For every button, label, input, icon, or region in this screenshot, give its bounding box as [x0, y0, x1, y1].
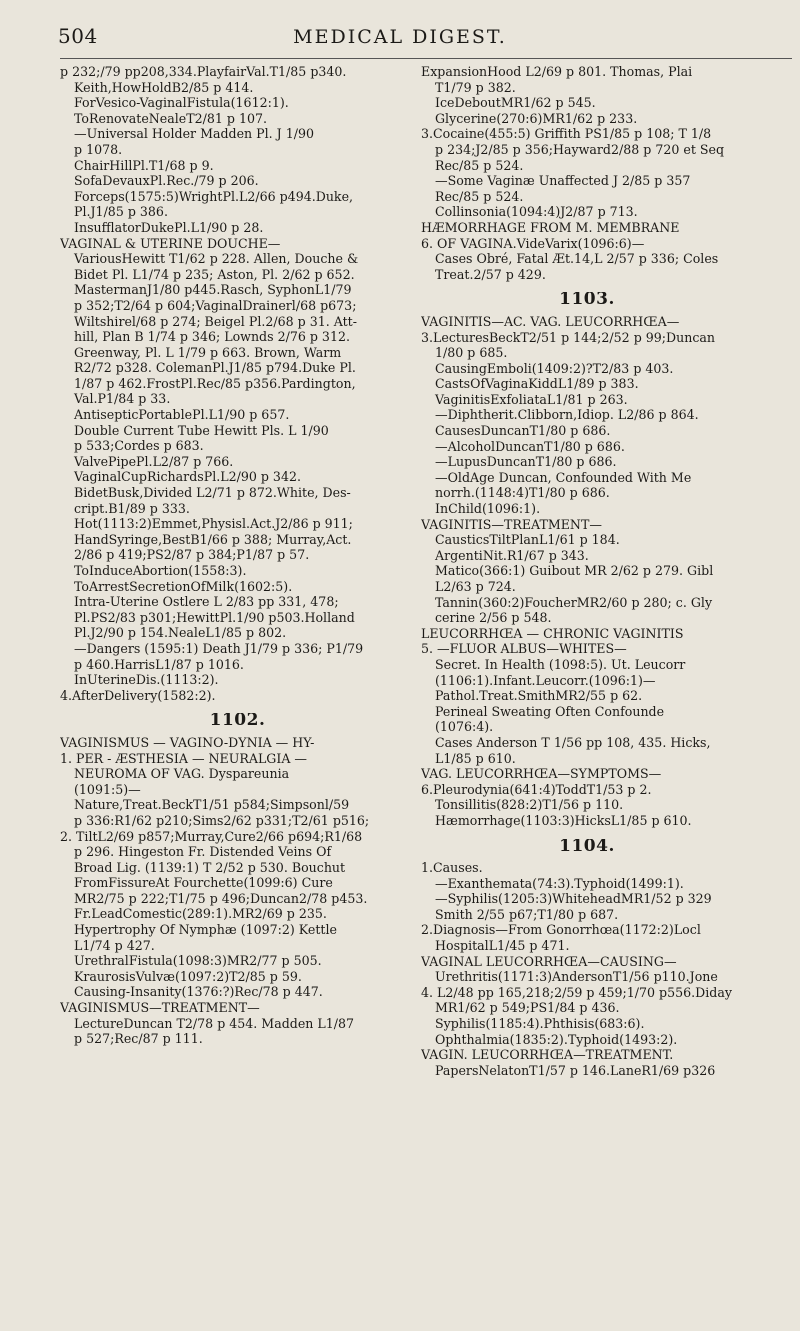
index-line: KraurosisVulvæ(1097:2)T2/85 p 59.	[74, 968, 302, 984]
index-line: ExpansionHood L2/69 p 801. Thomas, Plai	[421, 64, 693, 79]
index-line: —OldAge Duncan, Confounded With Me	[435, 469, 692, 485]
index-line: Hot(1113:2)Emmet,Physisl.Act.J2/86 p 911;	[74, 516, 353, 532]
index-line: AntisepticPortablePl.L1/90 p 657.	[74, 407, 290, 423]
index-line: Cases Obré, Fatal Æt.14,L 2/57 p 336; Coles	[435, 251, 719, 267]
index-line: 6.Pleurodynia(641:4)ToddT1/53 p 2.	[421, 781, 652, 797]
index-line: VAGINISMUS — VAGINO-DYNIA — HY-	[60, 734, 315, 750]
index-line: ForVesico-VaginalFistula(1612:1).	[74, 95, 289, 111]
index-line: VAGIN. LEUCORRHŒA—TREATMENT.	[421, 1047, 674, 1063]
index-line: p 336:R1/62 p210;Sims2/62 p331;T2/61 p516;	[74, 812, 370, 828]
index-line: p 533;Cordes p 683.	[74, 438, 204, 454]
index-line: Broad Lig. (1139:1) T 2/52 p 530. Bouchut	[74, 859, 346, 875]
index-line: MastermanJ1/80 p445.Rasch, SyphonL1/79	[74, 282, 352, 298]
index-line: MR2/75 p 222;T1/75 p 496;Duncan2/78 p453.	[74, 890, 368, 906]
index-line: Pl.J2/90 p 154.NealeL1/85 p 802.	[74, 625, 287, 641]
index-line: SofaDevauxPl.Rec./79 p 206.	[74, 173, 259, 189]
index-line: 2.Diagnosis—From Gonorrhœa(1172:2)Locl	[421, 922, 701, 938]
index-line: Treat.2/57 p 429.	[435, 266, 546, 282]
index-line: Intra-Uterine Ostlere L 2/83 pp 331, 478;	[74, 594, 339, 610]
index-line: (1106:1).Infant.Leucorr.(1096:1)—	[435, 672, 656, 688]
index-line: 3.LecturesBeckT2/51 p 144;2/52 p 99;Duncan	[421, 329, 716, 345]
right-column	[421, 64, 793, 1078]
index-line: VAGINAL LEUCORRHŒA—CAUSING—	[421, 953, 677, 969]
page-number: 504	[58, 24, 98, 48]
index-line: Val.P1/84 p 33.	[74, 391, 171, 407]
index-line: Glycerine(270:6)MR1/62 p 233.	[435, 110, 638, 126]
index-line: FromFissureAt Fourchette(1099:6) Cure	[74, 875, 333, 891]
index-line: Causing-Insanity(1376:?)Rec/78 p 447.	[74, 984, 323, 1000]
index-line: ArgentiNit.R1/67 p 343.	[435, 547, 589, 563]
index-line: CausingEmboli(1409:2)?T2/83 p 403.	[435, 360, 674, 376]
index-line: —Dangers (1595:1) Death J1/79 p 336; P1/79	[74, 640, 364, 656]
index-line: IceDeboutMR1/62 p 545.	[435, 95, 596, 111]
index-line: p 352;T2/64 p 604;VaginalDrainerl/68 p673;	[74, 297, 357, 313]
index-line: Smith 2/55 p67;T1/80 p 687.	[435, 906, 619, 922]
index-line: L2/63 p 724.	[435, 579, 516, 594]
index-line: NEURОMA OF VAG. Dyspareunia	[74, 766, 290, 782]
index-line: 6. OF VAGINA.VideVarix(1096:6)—	[421, 235, 645, 251]
index-line: CastsOfVaginaKiddL1/89 p 383.	[435, 376, 639, 392]
index-line: 4.AfterDelivery(1582:2).	[60, 687, 216, 703]
index-line: Secret. In Health (1098:5). Ut. Leucorr	[435, 656, 686, 672]
index-line: —LupusDuncanT1/80 p 686.	[435, 454, 617, 470]
index-line: Matico(366:1) Guibout MR 2/62 p 279. Gibl	[435, 563, 714, 579]
index-line: —Syphilis(1205:3)WhiteheadMR1/52 p 329	[435, 891, 712, 907]
index-line: 3.Cocaine(455:5) Griffith PS1/85 p 108; T 1/8	[421, 126, 712, 142]
index-line: —Diphtherit.Clibborn,Idiop. L2/86 p 864.	[435, 407, 699, 423]
index-line: R2/72 p328. ColemanPl.J1/85 p794.Duke Pl.	[74, 360, 356, 376]
index-line: VAG. LEUCORRHŒA—SYMPTOMS—	[421, 766, 662, 782]
index-line: InChild(1096:1).	[435, 501, 541, 517]
index-line: Pathol.Treat.SmithMR2/55 p 62.	[435, 688, 643, 704]
index-line: VAGINISMUS—TREATMENT—	[60, 1000, 260, 1016]
index-line: HandSyringe,BestB1/66 p 388; Murray,Act.	[74, 531, 352, 547]
index-line: UrethralFistula(1098:3)MR2/77 p 505.	[74, 953, 322, 969]
index-line: Tannin(360:2)FoucherMR2/60 p 280; c. Gly	[435, 594, 713, 610]
index-line: VariousHewitt T1/62 p 228. Allen, Douche &	[74, 251, 359, 267]
index-line: Keith,HowHoldB2/85 p 414.	[74, 79, 254, 95]
index-line: Wiltshirel/68 p 274; Beigel Pl.2/68 p 31. Att-	[74, 313, 357, 329]
index-line: p 527;Rec/87 p 111.	[74, 1031, 203, 1047]
index-line: —Universal Holder Madden Pl. J 1/90	[74, 126, 315, 142]
index-line: norrh.(1148:4)T1/80 p 686.	[435, 485, 610, 501]
index-line: VAGINITIS—TREATMENT—	[421, 516, 602, 532]
section-number: 1103.	[559, 292, 615, 308]
index-line: L1/74 p 427.	[74, 937, 155, 953]
index-line: Collinsonia(1094:4)J2/87 p 713.	[435, 204, 638, 220]
section-number: 1102.	[209, 713, 266, 729]
index-line: ToArrestSecretionOfMilk(1602:5).	[74, 578, 293, 594]
index-line: Pl.PS2/83 p301;HewittPl.1/90 p503.Holland	[74, 609, 355, 625]
index-line: ChairHillPl.T1/68 p 9.	[74, 157, 214, 173]
index-line: InUterineDis.(1113:2).	[74, 672, 219, 688]
index-line: CausesDuncanT1/80 p 686.	[435, 423, 611, 439]
index-line: Ophthalmia(1835:2).Typhoid(1493:2).	[435, 1031, 678, 1047]
index-line: 1/80 p 685.	[435, 345, 508, 361]
index-line: PapersNelatonT1/57 p 146.LaneR1/69 p326	[435, 1062, 716, 1078]
index-line: ValvePipePl.L2/87 p 766.	[74, 453, 234, 469]
index-line: p 296. Hingeston Fr. Distended Veins Of	[74, 844, 332, 860]
index-line: 4. L2/48 pp 165,218;2/59 p 459;1/70 p556.Diday	[421, 984, 732, 1000]
section-number: 1104.	[559, 838, 615, 855]
index-line: hill, Plan B 1/74 p 346; Lownds 2/76 p 312.	[74, 329, 350, 345]
index-line: ToInduceAbortion(1558:3).	[74, 563, 247, 578]
index-line: (1091:5)—	[74, 781, 141, 797]
index-line: cerine 2/56 p 548.	[435, 610, 552, 626]
index-line: —AlcoholDuncanT1/80 p 686.	[435, 438, 625, 454]
index-line: p 234;J2/85 p 356;Hayward2/88 p 720 et Seq	[435, 141, 725, 157]
index-line: Greenway, Pl. L 1/79 p 663. Brown, Warm	[74, 344, 342, 360]
index-line: T1/79 p 382.	[435, 79, 516, 95]
index-line: —Exanthemata(74:3).Typhoid(1499:1).	[435, 875, 684, 891]
index-line: Urethritis(1171:3)AndersonT1/56 p110.Jone	[435, 969, 718, 985]
index-line: VAGINITIS—AC. VAG. LEUCORRHŒA—	[421, 313, 680, 329]
index-line: Double Current Tube Hewitt Pls. L 1/90	[74, 422, 329, 438]
index-line: VAGINAL & UTERINE DOUCHE—	[60, 235, 281, 251]
index-line: VaginitisExfoliataL1/81 p 263.	[435, 391, 628, 407]
index-line: HÆMORRHAGE FROM M. MEMBRANE	[421, 219, 680, 235]
index-line: ToRenovateNealeT2/81 p 107.	[74, 110, 268, 126]
index-line: 5. —FLUOR ALBUS—WHITES—	[421, 641, 627, 657]
index-line: CausticsTiltPlanL1/61 p 184.	[435, 532, 620, 548]
index-line: p 460.HarrisL1/87 p 1016.	[74, 656, 244, 672]
index-line: 1/87 p 462.FrostPl.Rec/85 p356.Pardington,	[74, 375, 356, 391]
running-head: MEDICAL DIGEST.	[293, 26, 507, 48]
index-line: Syphilis(1185:4).Phthisis(683:6).	[435, 1016, 645, 1032]
index-line: Forceps(1575:5)WrightPl.L2/66 p494.Duke,	[74, 188, 354, 204]
index-line: Rec/85 p 524.	[435, 188, 524, 204]
index-line: 2/86 p 419;PS2/87 p 384;P1/87 p 57.	[74, 547, 310, 563]
index-line: LEUCORRHŒA — CHRONIC VAGINITIS	[421, 625, 684, 641]
index-line: BidetBusk,Divided L2/71 p 872.White, Des-	[74, 485, 351, 501]
index-line: LectureDuncan T2/78 p 454. Madden L1/87	[74, 1015, 355, 1031]
index-line: Hypertrophy Of Nymphæ (1097:2) Kettle	[74, 922, 337, 938]
index-line: Nature,Treat.BeckT1/51 p584;Simpsonl/59	[74, 797, 350, 813]
index-line: VaginalCupRichardsPl.L2/90 p 342.	[74, 469, 301, 485]
index-line: (1076:4).	[435, 719, 494, 735]
index-line: Hæmorrhage(1103:3)HicksL1/85 p 610.	[435, 812, 692, 828]
index-line: Tonsillitis(828:2)T1/56 p 110.	[435, 797, 624, 813]
index-line: MR1/62 p 549;PS1/84 p 436.	[435, 1000, 620, 1016]
header-rule	[60, 58, 792, 59]
index-line: 2. TiltL2/69 p857;Murray,Cure2/66 p694;R1/68	[60, 828, 363, 844]
index-line: Perineal Sweating Often Confounde	[435, 703, 665, 719]
index-line: 1. PER - ÆSTHESIA — NEURALGIA —	[60, 750, 308, 766]
index-line: 1.Causes.	[421, 860, 483, 876]
index-line: p 232;/79 pp208,334.PlayfairVal.T1/85 p340.	[60, 64, 347, 79]
index-line: Fr.LeadComestic(289:1).MR2/69 p 235.	[74, 906, 327, 922]
index-line: —Some Vaginæ Unaffected J 2/85 p 357	[435, 173, 691, 189]
index-line: Bidet Pl. L1/74 p 235; Aston, Pl. 2/62 p 652.	[74, 266, 355, 282]
index-line: cript.B1/89 p 333.	[74, 500, 190, 516]
index-line: L1/85 p 610.	[435, 750, 516, 766]
index-line: p 1078.	[74, 141, 123, 157]
index-line: Rec/85 p 524.	[435, 157, 524, 173]
index-line: HospitalL1/45 p 471.	[435, 938, 570, 954]
index-line: Pl.J1/85 p 386.	[74, 204, 168, 220]
index-line: Cases Anderson T 1/56 pp 108, 435. Hicks,	[435, 734, 711, 750]
index-line: InsufflatorDukePl.L1/90 p 28.	[74, 219, 264, 235]
left-column	[60, 64, 415, 1047]
